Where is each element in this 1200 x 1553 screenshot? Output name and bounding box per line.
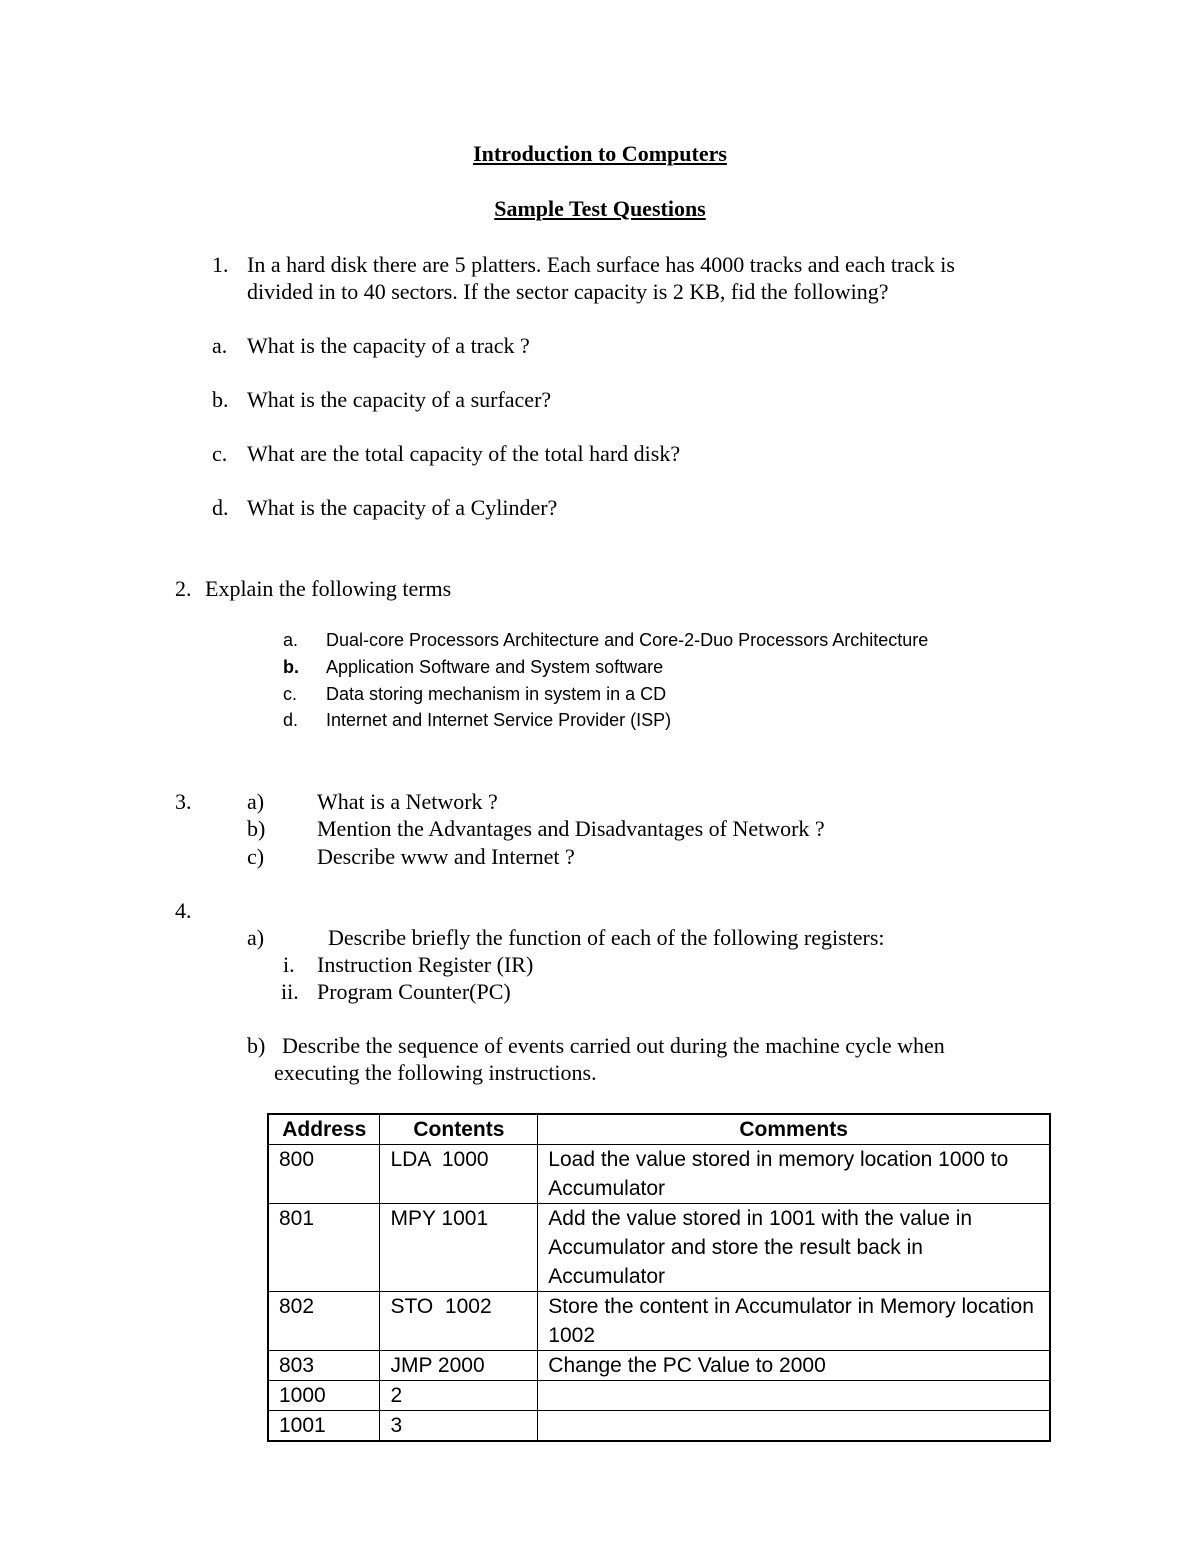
- address-cell: 1001: [268, 1411, 380, 1442]
- part-label: b): [247, 1033, 266, 1058]
- part-text: What is the capacity of a surfacer?: [247, 387, 552, 412]
- comments-cell: Store the content in Accumulator in Memory location 1002: [538, 1292, 1050, 1351]
- register-text: Instruction Register (IR): [317, 952, 534, 977]
- column-header-contents: Contents: [380, 1114, 538, 1145]
- address-cell: 1000: [268, 1381, 380, 1411]
- part-text: What is the capacity of a track ?: [247, 333, 530, 358]
- register-label: i.: [283, 952, 295, 977]
- instruction-table: [267, 1113, 1051, 1442]
- question-text: Explain the following terms: [205, 576, 452, 601]
- address-cell: 802: [268, 1292, 380, 1351]
- table-row: [268, 1411, 1050, 1442]
- part-text: Application Software and System software: [326, 657, 664, 677]
- part-text: What are the total capacity of the total hard disk?: [247, 441, 681, 466]
- address-cell: 801: [268, 1204, 380, 1292]
- register-text: Program Counter(PC): [317, 979, 511, 1004]
- comments-cell: [538, 1381, 1050, 1411]
- table-row: [268, 1292, 1050, 1351]
- part-label: b): [247, 816, 266, 841]
- question-number: 1.: [212, 252, 229, 277]
- contents-cell: JMP 2000: [380, 1351, 538, 1381]
- part-text: Describe briefly the function of each of the following registers:: [328, 925, 885, 950]
- question-text-line: In a hard disk there are 5 platters. Each surface has 4000 tracks and each track is: [247, 252, 955, 277]
- part-label: a): [247, 925, 265, 950]
- comments-cell: Add the value stored in 1001 with the value in Accumulator and store the result back in Accumulator: [538, 1204, 1050, 1292]
- contents-cell: 3: [380, 1411, 538, 1442]
- part-label: b.: [283, 657, 299, 677]
- part-label: d.: [283, 710, 299, 730]
- part-text: Dual-core Processors Architecture and Core-2-Duo Processors Architecture: [326, 630, 929, 650]
- table-row: [268, 1145, 1050, 1204]
- part-label: c): [247, 844, 265, 869]
- contents-cell: 2: [380, 1381, 538, 1411]
- column-header-address: Address: [268, 1114, 380, 1145]
- question-number: 2.: [175, 576, 192, 601]
- table-header-row: [268, 1114, 1050, 1145]
- part-text: Mention the Advantages and Disadvantages of Network ?: [317, 816, 825, 841]
- register-label: ii.: [281, 979, 299, 1004]
- question-number: 3.: [175, 789, 192, 814]
- contents-cell: STO 1002: [380, 1292, 538, 1351]
- part-text-line: Describe the sequence of events carried out during the machine cycle when: [282, 1033, 945, 1058]
- address-cell: 800: [268, 1145, 380, 1204]
- part-text: Data storing mechanism in system in a CD: [326, 684, 667, 704]
- part-text: Describe www and Internet ?: [317, 844, 575, 869]
- contents-cell: LDA 1000: [380, 1145, 538, 1204]
- part-text: What is the capacity of a Cylinder?: [247, 495, 558, 520]
- table-row: [268, 1381, 1050, 1411]
- comments-cell: [538, 1411, 1050, 1442]
- table-row: [268, 1204, 1050, 1292]
- question-text-line: divided in to 40 sectors. If the sector capacity is 2 KB, fid the following?: [247, 279, 889, 304]
- comments-cell: Change the PC Value to 2000: [538, 1351, 1050, 1381]
- question-number: 4.: [175, 898, 192, 923]
- part-label: a): [247, 789, 265, 814]
- part-label: b.: [212, 387, 229, 412]
- part-label: a.: [283, 630, 299, 650]
- table-row: [268, 1351, 1050, 1381]
- address-cell: 803: [268, 1351, 380, 1381]
- part-label: c.: [212, 441, 228, 466]
- contents-cell: MPY 1001: [380, 1204, 538, 1292]
- page-title: Introduction to Computers: [473, 141, 727, 166]
- part-text-line: executing the following instructions.: [274, 1060, 597, 1085]
- part-text: Internet and Internet Service Provider (ISP): [326, 710, 672, 730]
- page-subtitle: Sample Test Questions: [494, 196, 706, 221]
- part-label: a.: [212, 333, 228, 358]
- part-text: What is a Network ?: [317, 789, 498, 814]
- comments-cell: Load the value stored in memory location 1000 to Accumulator: [538, 1145, 1050, 1204]
- part-label: d.: [212, 495, 229, 520]
- part-label: c.: [283, 684, 298, 704]
- column-header-comments: Comments: [538, 1114, 1050, 1145]
